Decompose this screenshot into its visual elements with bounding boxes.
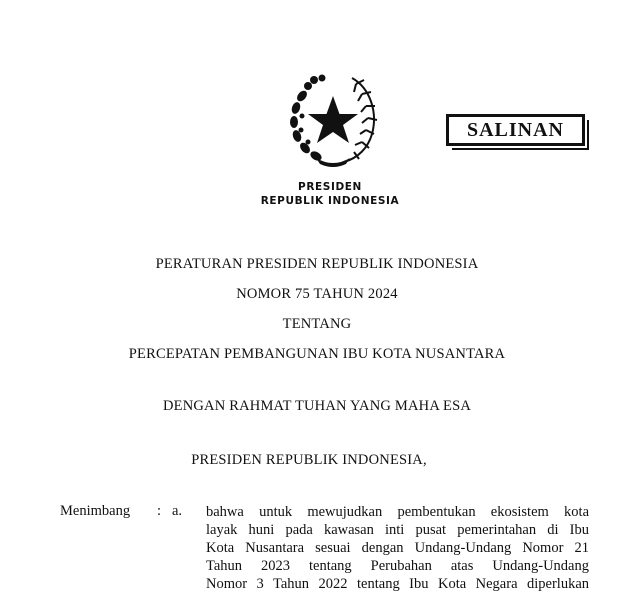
salinan-stamp: SALINAN — [446, 114, 585, 146]
considering-line: Kota Nusantara sesuai dengan Undang-Undang Nomor 21 — [206, 540, 589, 556]
considering-line: Tahun 2023 tentang Perubahan atas Undang-Undang — [206, 558, 589, 574]
regulation-number: NOMOR 75 TAHUN 2024 — [236, 286, 398, 302]
considering-line: bahwa untuk mewujudkan pembentukan ekosistem kota — [206, 504, 589, 520]
office-heading — [230, 180, 430, 208]
considering-line: layak huni pada kawasan inti pusat pemerintahan di Ibu — [206, 522, 589, 538]
garuda-star-emblem-icon — [286, 72, 380, 168]
considering-line: Nomor 3 Tahun 2022 tentang Ibu Kota Negara diperlukan — [206, 576, 589, 592]
blessing-line: DENGAN RAHMAT TUHAN YANG MAHA ESA — [162, 398, 472, 414]
considering-colon: : — [157, 503, 162, 519]
considering-label: Menimbang — [60, 503, 131, 519]
office-line-president: PRESIDEN — [298, 181, 362, 193]
office-line-republic: REPUBLIK INDONESIA — [260, 195, 400, 207]
considering-item-letter: a. — [172, 503, 183, 519]
regulation-subject: PERCEPATAN PEMBANGUNAN IBU KOTA NUSANTARA — [128, 346, 506, 362]
president-line: PRESIDEN REPUBLIK INDONESIA, — [191, 452, 427, 468]
about-heading: TENTANG — [282, 316, 352, 332]
regulation-title: PERATURAN PRESIDEN REPUBLIK INDONESIA — [155, 256, 479, 272]
